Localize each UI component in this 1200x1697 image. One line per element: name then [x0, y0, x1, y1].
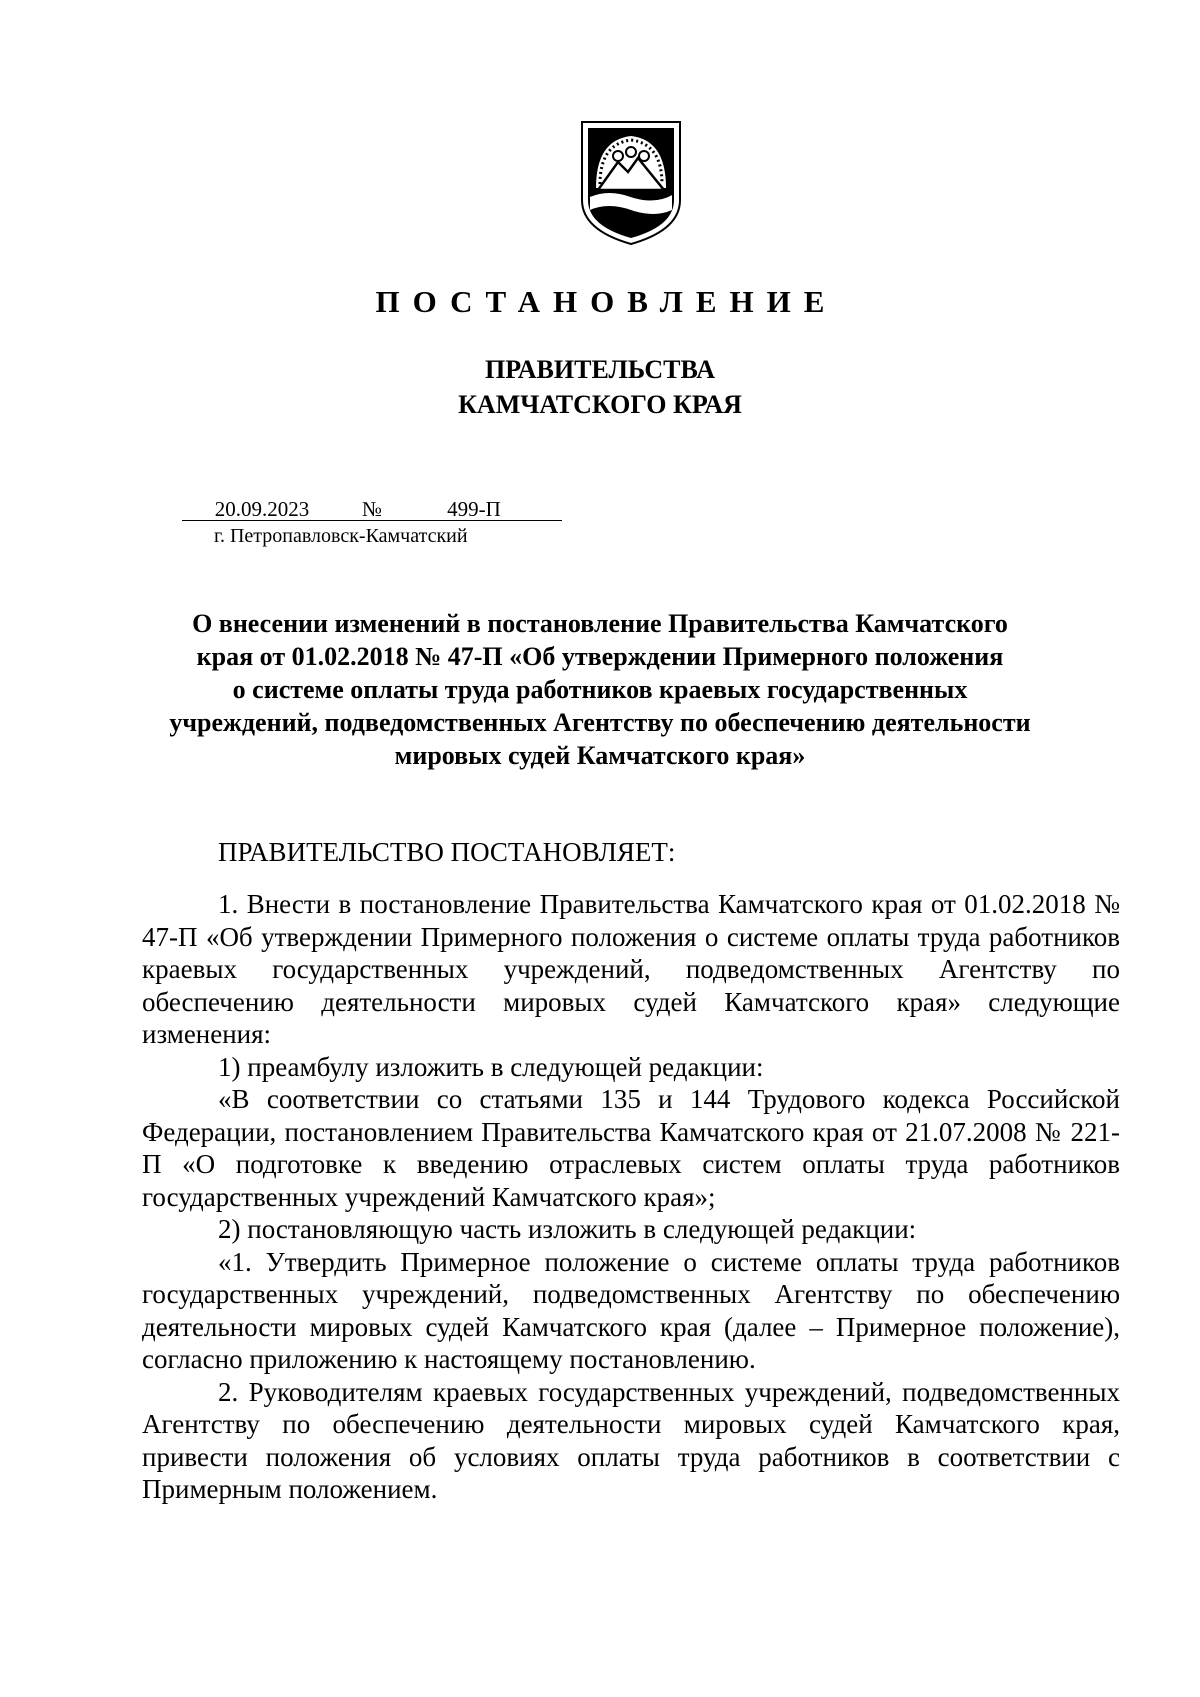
paragraph-5: «1. Утвердить Примерное положение о системе оплаты труда работников государственных учреждений, подведомственных Агентству по обеспечению деятельности мировых судей Камчатского края (далее – Примерное положение), согласно приложению к настоящему постановлению.	[142, 1246, 1120, 1374]
paragraph-6: 2. Руководителям краевых государственных учреждений, подведомственных Агентству по обеспечению деятельности мировых судей Камчатского края, привести положения об условиях оплаты труда работников в соответствии с Примерным положением.	[142, 1376, 1120, 1504]
document-subject	[150, 607, 1050, 772]
decree-formula: ПРАВИТЕЛЬСТВО ПОСТАНОВЛЯЕТ:	[218, 837, 676, 867]
authority-line-2: КАМЧАТСКОГО КРАЯ	[458, 390, 742, 419]
document-body	[142, 888, 1120, 1506]
document-type-heading: ПОСТАНОВЛЕНИЕ	[375, 284, 838, 319]
subject-line-4: учреждений, подведомственных Агентству по обеспечению деятельности	[169, 708, 1031, 737]
document-date: 20.09.2023	[182, 498, 342, 521]
number-sign: №	[342, 498, 386, 521]
registration-line	[182, 497, 562, 522]
city-label: г. Петропавловск-Камчатский	[214, 525, 468, 547]
paragraph-1: 1. Внести в постановление Правительства Камчатского края от 01.02.2018 № 47-П «Об утверждении Примерного положения о системе оплаты труда работников краевых государственных учреждений, подведомственных Агентству по обеспечению деятельности мировых судей Камчатского края» следующие изменения:	[142, 889, 1120, 1049]
document-number: 499-П	[386, 498, 562, 521]
issuing-authority	[0, 352, 1200, 422]
subject-line-3: о системе оплаты труда работников краевых государственных	[232, 675, 968, 704]
subject-line-2: края от 01.02.2018 № 47-П «Об утверждении Примерного положения	[196, 642, 1004, 671]
paragraph-4: 2) постановляющую часть изложить в следующей редакции:	[218, 1214, 917, 1244]
paragraph-2: 1) преамбулу изложить в следующей редакции:	[218, 1051, 764, 1082]
paragraph-3: «В соответствии со статьями 135 и 144 Трудового кодекса Российской Федерации, постановлением Правительства Камчатского края от 21.07.2008 № 221-П «О подготовке к введению отраслевых систем оплаты труда работников государственных учреждений Камчатского края»;	[142, 1084, 1120, 1212]
subject-line-5: мировых судей Камчатского края»	[394, 741, 806, 770]
kamchatka-coat-of-arms-icon	[578, 114, 684, 246]
subject-line-1: О внесении изменений в постановление Правительства Камчатского	[192, 609, 1008, 638]
authority-line-1: ПРАВИТЕЛЬСТВА	[485, 355, 715, 384]
